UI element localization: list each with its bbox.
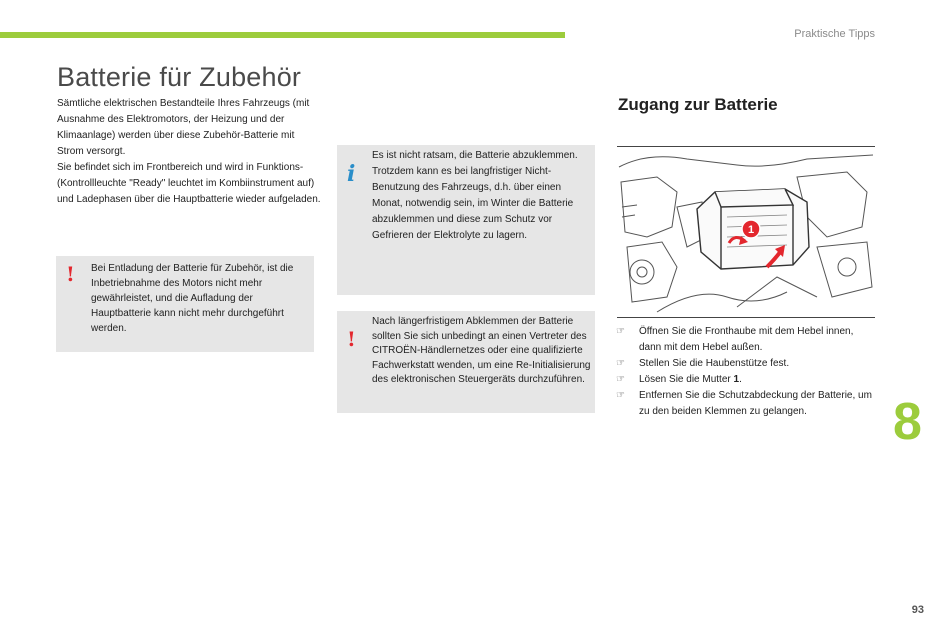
intro-text: [57, 96, 322, 208]
info-icon: i: [347, 161, 356, 187]
step-item: ☞ Öffnen Sie die Fronthaube mit dem Hebel innen, dann mit dem Hebel außen.: [616, 326, 854, 353]
intro-paragraph-1: Sämtliche elektrischen Bestandteile Ihres Fahrzeugs (mit Ausnahme des Elektromotors, der Heizung und der Klimaanlage) werden über diese Zubehör-Batterie mit Strom versorgt.: [57, 98, 310, 157]
intro-paragraph-2: Sie befindet sich im Frontbereich und wird in Funktions- (Kontrollleuchte "Ready" leuchtet im Kombiinstrument auf) und Ladephasen über die Hauptbatterie wieder aufgeladen.: [57, 162, 321, 205]
hand-pointer-icon: ☞: [616, 390, 625, 401]
step-item: ☞ Entfernen Sie die Schutzabdeckung der Batterie, um zu den beiden Klemmen zu gelangen.: [616, 390, 872, 417]
hand-pointer-icon: ☞: [616, 326, 625, 337]
section-heading: Zugang zur Batterie: [618, 95, 778, 114]
info-box-disconnect: [337, 145, 595, 295]
step-item: ☞ Lösen Sie die Mutter 1.: [616, 372, 878, 388]
nut-callout-1: [742, 220, 760, 238]
warning-box-discharge: [56, 256, 314, 352]
hand-pointer-icon: ☞: [616, 374, 625, 385]
page-title: Batterie für Zubehör: [57, 62, 302, 92]
warning-icon: !: [66, 262, 75, 286]
chapter-number: 8: [893, 393, 922, 451]
warning-text: Bei Entladung der Batterie für Zubehör, ist die Inbetriebnahme des Motors nicht mehr gewährleistet, und die Aufladung der Hauptbatterie kann nicht mehr durchgeführt werden.: [91, 263, 294, 334]
procedure-steps: [616, 324, 878, 420]
header-accent-bar: [0, 32, 565, 38]
warning-text: Nach längerfristigem Abklemmen der Batterie sollten Sie sich unbedingt an einen Vertreter des CITROËN-Händlernetzes oder eine qualifizierte Fachwerkstatt wenden, um eine Re-Initialisierung des elektronischen Steuergeräts durchzuführen.: [372, 316, 591, 385]
battery-location-diagram: [617, 146, 875, 318]
step-item: ☞ Stellen Sie die Haubenstütze fest.: [616, 356, 878, 372]
nut-reference: 1: [733, 374, 740, 385]
callout-number: 1: [747, 224, 755, 236]
info-text-line-1: Es ist nicht ratsam, die Batterie abzuklemmen.: [372, 150, 578, 161]
section-label: Praktische Tipps: [794, 28, 875, 40]
info-text-line-2: Trotzdem kann es bei langfristiger Nicht-Benutzung des Fahrzeugs, d.h. über einen Monat, notwendig sein, im Winter die Batterie abzuklemmen und diese zum Schutz vor Gefrieren der Elektrolyte zu lagern.: [372, 166, 574, 241]
page-number: 93: [911, 604, 924, 616]
warning-icon: !: [347, 327, 356, 351]
hand-pointer-icon: ☞: [616, 358, 625, 369]
warning-box-reinit: [337, 311, 595, 413]
engine-bay-illustration: [617, 147, 875, 317]
